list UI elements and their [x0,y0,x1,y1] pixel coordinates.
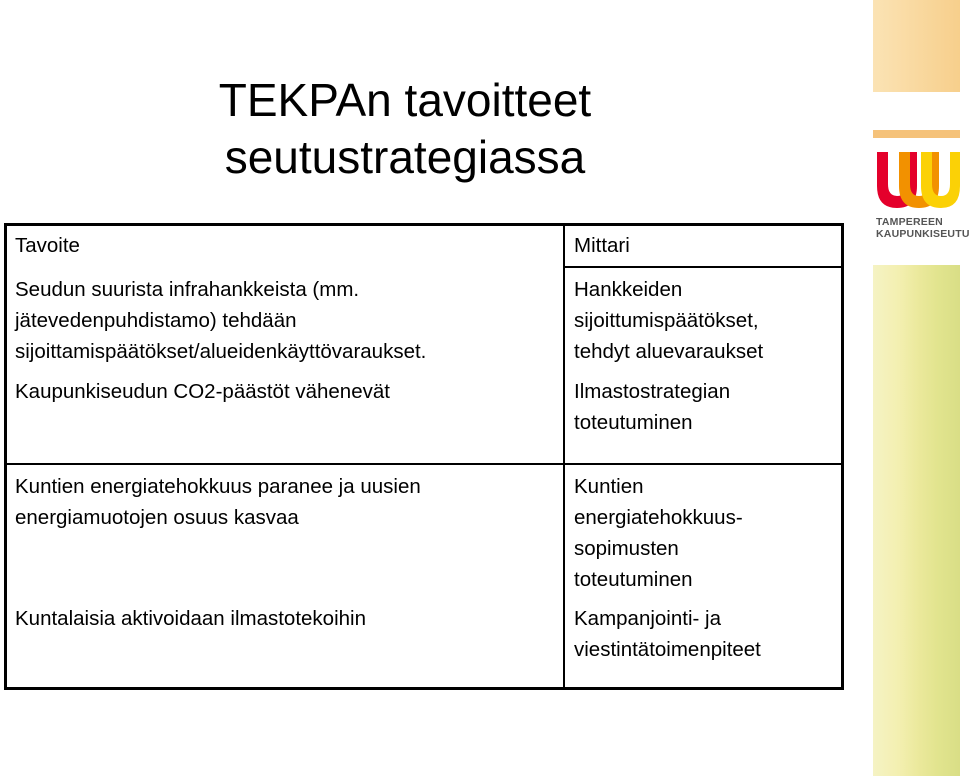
page-title-line2: seutustrategiassa [224,131,586,183]
page-title-line1: TEKPAn tavoitteet [218,74,592,126]
table-cell-goal-3: Kuntien energiatehokkuus paranee ja uusien energiamuotojen osuus kasvaa [15,475,421,529]
table-header-rule [565,266,841,268]
table-cell-goal-2: Kaupunkiseudun CO2-päästöt vähenevät [15,380,390,403]
table-cell-metric-1: Hankkeiden sijoittumispäätökset, tehdyt aluevaraukset [574,278,764,363]
page-title [150,72,660,186]
table-row-rule [7,463,841,465]
logo-text-line2: KAUPUNKISEUTU [876,228,970,240]
logo-text [876,216,970,240]
logo-text-line1: TAMPEREEN [876,216,943,228]
decorative-stripe-main [873,265,960,776]
table-cell-metric-4: Kampanjointi- ja viestintätoimenpiteet [574,607,761,661]
table-cell-goal-4: Kuntalaisia aktivoidaan ilmastotekoihin [15,607,366,630]
table-header-metric: Mittari [574,234,630,257]
table-cell-metric-2: Ilmastostrategian toteutuminen [574,380,731,434]
decorative-stripe-top [873,0,960,92]
table-cell-goal-1: Seudun suurista infrahankkeista (mm. jätevedenpuhdistamo) tehdään sijoittamispäätökset/alueidenkäyttövaraukset. [15,278,427,363]
table-header-goal: Tavoite [15,234,80,257]
table-column-divider [563,226,565,687]
goals-table [4,223,844,690]
table-cell-metric-3: Kuntien energiatehokkuus- sopimusten toteutuminen [574,475,743,591]
